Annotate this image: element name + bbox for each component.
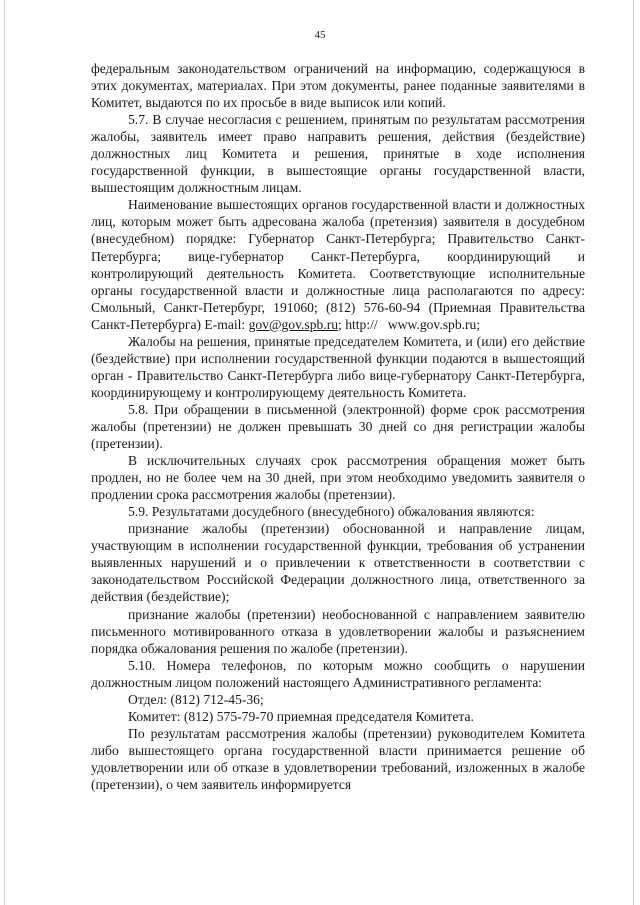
- scan-edge-line-left: [4, 0, 5, 905]
- paragraph-5-7: 5.7. В случае несогласия с решением, принятым по результатам рассмотрения жалобы, заявитель имеет право направить решения, действия (бездействие) должностных лиц Комитета и решения, принятые в ходе исполнения государственной функции, в вышестоящие органы государственной власти, вышестоящим должностным лицам.: [91, 112, 585, 196]
- paragraph-continuation: федеральным законодательством ограничений на информацию, содержащуюся в этих документах, материалах. При этом документы, ранее поданные заявителями в Комитет, выдаются по их просьбе в виде выписок или копий.: [91, 61, 585, 111]
- phone-department: Отдел: (812) 712-45-36;: [128, 691, 264, 707]
- paragraph-higher-authorities-text: Наименование вышестоящих органов государственной власти и должностных лиц, которым может быть адресована жалоба (претензия) заявителя в досудебном (внесудебном) порядке: Губернатор Санкт-Петербурга; Правительство Санкт-Петербурга; вице-губернатор Санкт-Петербурга, координирующий и контролирующий деятельность Комитета. Соответствующие исполнительные органы государственной власти и должностные лица располагаются по адресу: Смольный, Санкт-Петербург, 191060; (812) 576-60-94 (Приемная Правительства Санкт-Петербурга) E-mail:: [91, 197, 585, 332]
- paragraph-complaints-chairman: Жалобы на решения, принятые председателем Комитета, и (или) его действие (бездействие) при исполнении государственной функции подаются в вышестоящий орган - Правительство Санкт-Петербурга либо вице-губернатору Санкт-Петербурга, координирующему и контролирующему деятельность Комитета.: [91, 333, 585, 400]
- website-link[interactable]: www.gov.spb.ru: [387, 316, 477, 332]
- paragraph-justified-complaint: признание жалобы (претензии) обоснованной и направление лицам, участвующим в исполнении государственной функции, требования об устранении выявленных нарушений и о привлечении к ответственности в соответствии с законодательством Российской Федерации должностного лица, ответственного за действия (бездействие);: [91, 521, 585, 605]
- paragraph-higher-authorities: [91, 196, 585, 332]
- document-body: [91, 60, 585, 793]
- phone-committee: Комитет: (812) 575-79-70 приемная председателя Комитета.: [128, 708, 474, 724]
- paragraph-unjustified-complaint: признание жалобы (претензии) необоснованной с направлением заявителю письменного мотивированного отказа в удовлетворении жалобы и разъяснением порядка обжалования решения по жалобе (претензии).: [91, 606, 585, 656]
- paragraph-extension: В исключительных случаях срок рассмотрения обращения может быть продлен, но не более чем на 30 дней, при этом необходимо уведомить заявителя о продлении срока рассмотрения жалобы (претензии).: [91, 453, 585, 503]
- paragraph-5-10: 5.10. Номера телефонов, по которым можно сообщить о нарушении должностным лицом положений настоящего Административного регламента:: [91, 657, 585, 690]
- page-number: 45: [314, 29, 326, 41]
- paragraph-5-8: 5.8. При обращении в письменной (электронной) форме срок рассмотрения жалобы (претензии) не должен превышать 30 дней со дня регистрации жалобы (претензии).: [91, 401, 585, 452]
- separator-text: ; http://: [338, 316, 378, 332]
- email-link[interactable]: gov@gov.spb.ru: [248, 316, 339, 332]
- scan-edge-line-right: [633, 0, 634, 905]
- end-punctuation: ;: [476, 316, 481, 332]
- paragraph-5-9: 5.9. Результатами досудебного (внесудебного) обжалования являются:: [128, 504, 535, 520]
- paragraph-review-results: По результатам рассмотрения жалобы (претензии) руководителем Комитета либо вышестоящего органа государственной власти принимается решение об удовлетворении или об отказе в удовлетворении требований, изложенных в жалобе (претензии), о чем заявитель информируется: [91, 725, 585, 792]
